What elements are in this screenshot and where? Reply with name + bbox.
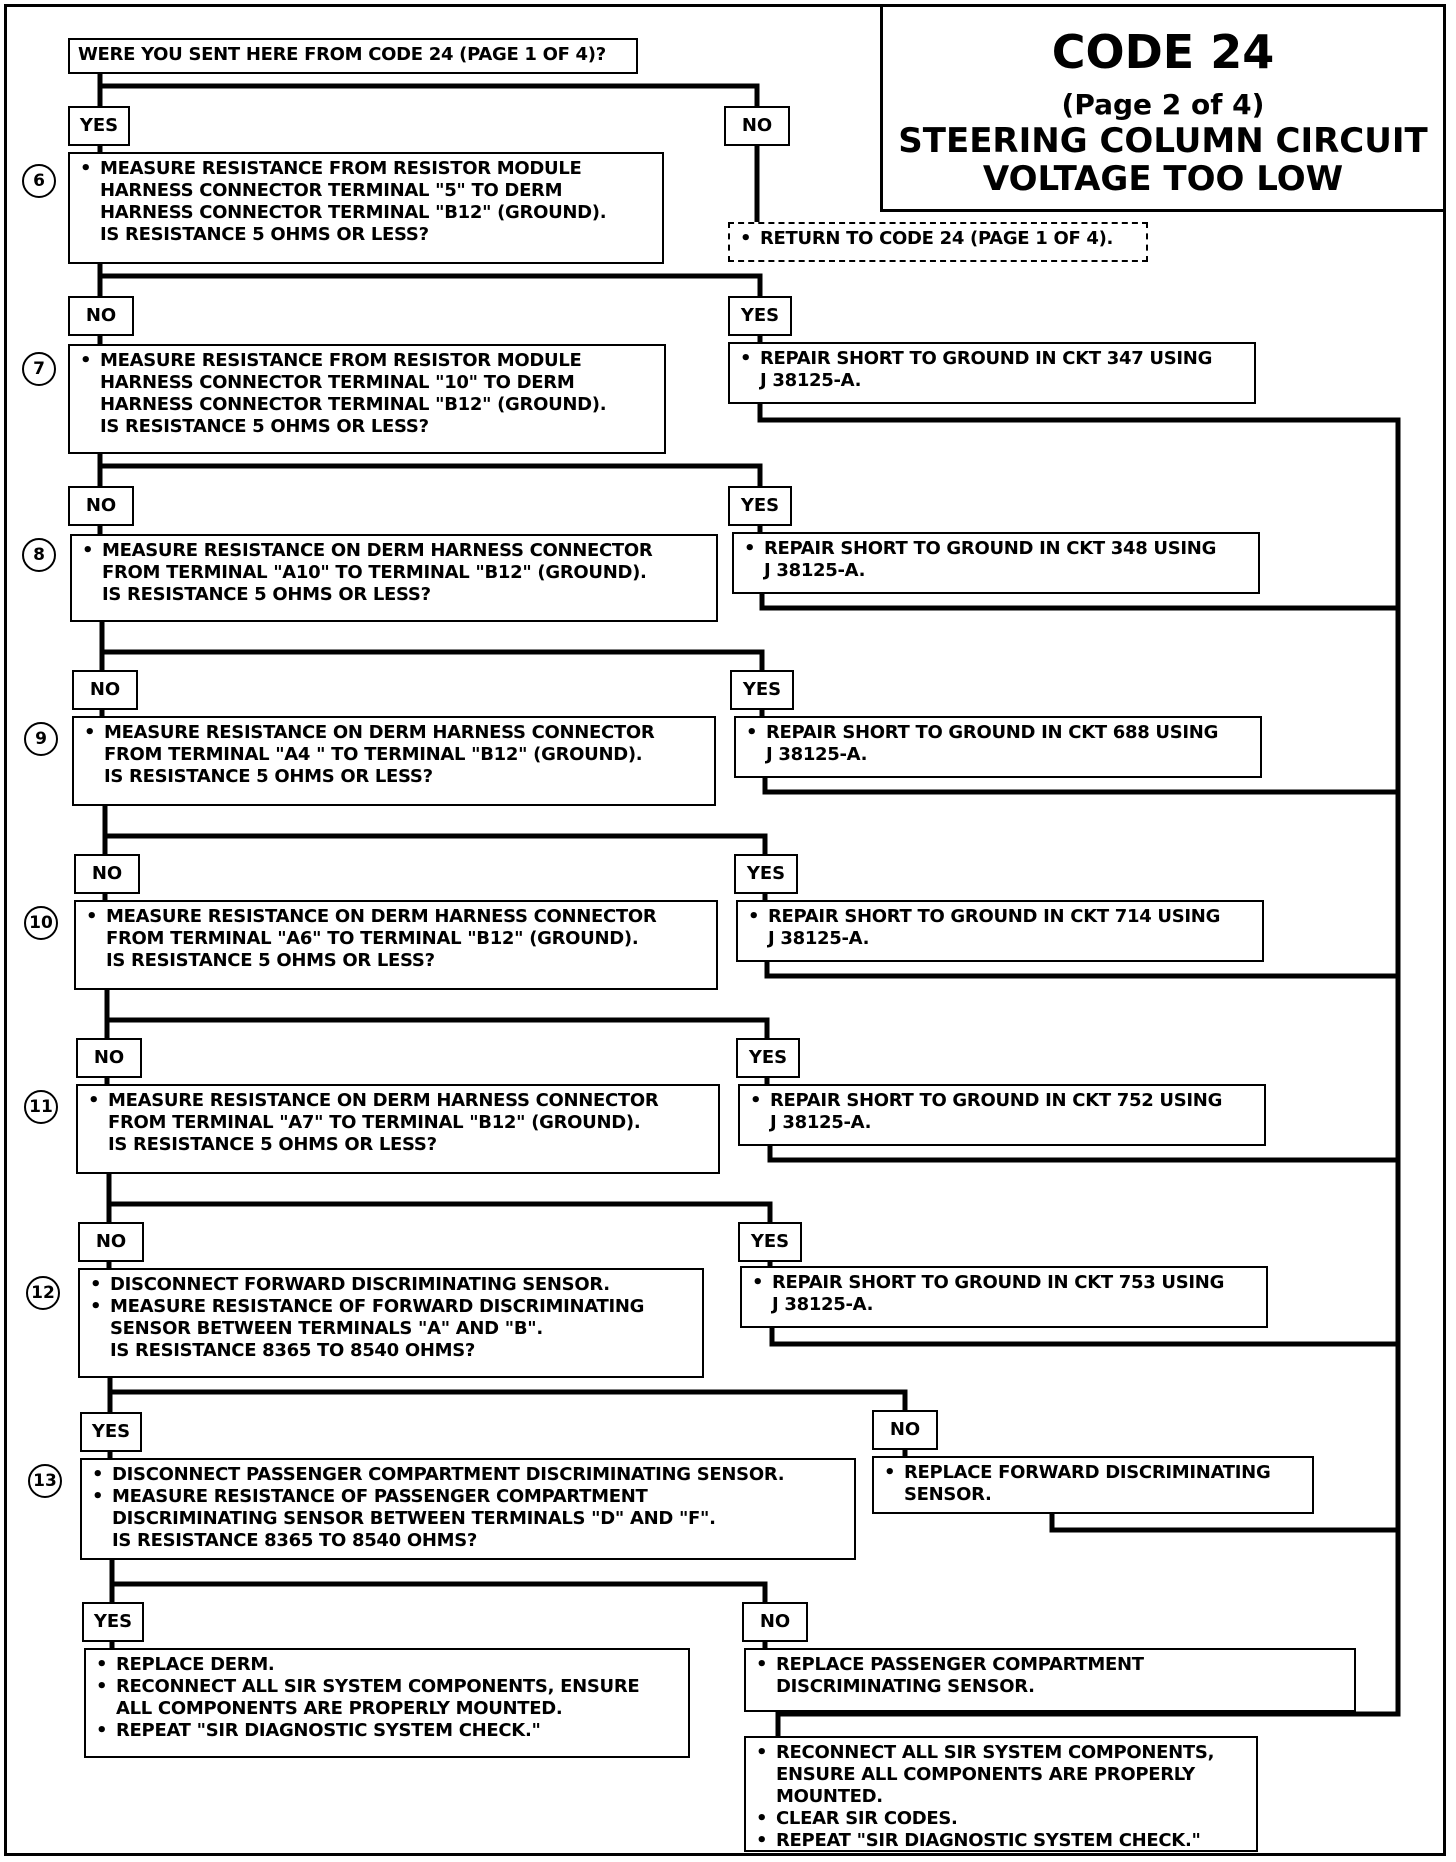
reconnect-bullet-1-line-1: • RECONNECT ALL SIR SYSTEM COMPONENTS, <box>754 1742 1248 1764</box>
step-12-bullet-2-line-2: SENSOR BETWEEN TERMINALS "A" AND "B". <box>110 1318 543 1339</box>
step-12-no-label: NO <box>872 1410 938 1450</box>
step-12-bullet-2-line-1: • MEASURE RESISTANCE OF FORWARD DISCRIMINATING <box>88 1296 694 1318</box>
step-8-yes-label: YES <box>730 670 794 710</box>
code-title: CODE 24 <box>1051 25 1275 79</box>
replace-derm-bullet-1: • REPLACE DERM. <box>94 1654 680 1676</box>
step-6-marker: 6 <box>22 164 56 198</box>
start-no-label: NO <box>724 106 790 146</box>
repair-ckt-714-line-2: J 38125-A. <box>768 928 870 949</box>
step-12-yes-label: YES <box>80 1412 142 1452</box>
step-6-line-3: HARNESS CONNECTOR TERMINAL "B12" (GROUND). <box>100 202 607 223</box>
step-9-marker: 9 <box>24 722 58 756</box>
step-13-bullet-2-line-2: DISCRIMINATING SENSOR BETWEEN TERMINALS "D" AND "F". <box>112 1508 716 1529</box>
repair-ckt-714-box <box>736 900 1264 962</box>
step-7-line-2: HARNESS CONNECTOR TERMINAL "10" TO DERM <box>100 372 575 393</box>
step-7-yes-label: YES <box>728 486 792 526</box>
repair-ckt-348-line-2: J 38125-A. <box>764 560 866 581</box>
step-7-box <box>68 344 666 454</box>
step-12-bullet-2-line-3: IS RESISTANCE 8365 TO 8540 OHMS? <box>110 1340 476 1361</box>
replace-forward-sensor-box <box>872 1456 1314 1514</box>
step-9-line-1: • MEASURE RESISTANCE ON DERM HARNESS CONNECTOR <box>82 722 706 744</box>
replace-forward-line-2: SENSOR. <box>904 1484 992 1505</box>
repair-ckt-348-box <box>732 532 1260 594</box>
repair-ckt-347-line-1: • REPAIR SHORT TO GROUND IN CKT 347 USING <box>738 348 1246 370</box>
step-6-line-4: IS RESISTANCE 5 OHMS OR LESS? <box>100 224 429 245</box>
replace-forward-line-1: • REPLACE FORWARD DISCRIMINATING <box>882 1462 1304 1484</box>
reconnect-bullet-2: • CLEAR SIR CODES. <box>754 1808 1248 1830</box>
replace-derm-box <box>84 1648 690 1758</box>
step-7-line-4: IS RESISTANCE 5 OHMS OR LESS? <box>100 416 429 437</box>
start-question-text: WERE YOU SENT HERE FROM CODE 24 (PAGE 1 OF 4)? <box>78 44 606 65</box>
step-6-no-label: NO <box>68 296 134 336</box>
step-13-no-label: NO <box>742 1602 808 1642</box>
step-9-line-3: IS RESISTANCE 5 OHMS OR LESS? <box>104 766 433 787</box>
replace-derm-bullet-3: • REPEAT "SIR DIAGNOSTIC SYSTEM CHECK." <box>94 1720 680 1742</box>
return-text: • RETURN TO CODE 24 (PAGE 1 OF 4). <box>738 228 1138 250</box>
replace-passenger-line-2: DISCRIMINATING SENSOR. <box>776 1676 1035 1697</box>
repair-ckt-753-line-2: J 38125-A. <box>772 1294 874 1315</box>
step-11-box <box>76 1084 720 1174</box>
repair-ckt-752-line-1: • REPAIR SHORT TO GROUND IN CKT 752 USING <box>748 1090 1256 1112</box>
step-11-yes-label: YES <box>738 1222 802 1262</box>
return-box <box>728 222 1148 262</box>
step-6-yes-label: YES <box>728 296 792 336</box>
step-6-line-1: • MEASURE RESISTANCE FROM RESISTOR MODULE <box>78 158 654 180</box>
repair-ckt-752-box <box>738 1084 1266 1146</box>
title-line-1: STEERING COLUMN CIRCUIT <box>898 121 1428 161</box>
step-10-line-2: FROM TERMINAL "A6" TO TERMINAL "B12" (GROUND). <box>106 928 639 949</box>
title-block <box>880 4 1443 212</box>
step-12-bullet-1: • DISCONNECT FORWARD DISCRIMINATING SENSOR. <box>88 1274 694 1296</box>
replace-passenger-line-1: • REPLACE PASSENGER COMPARTMENT <box>754 1654 1346 1676</box>
step-10-line-1: • MEASURE RESISTANCE ON DERM HARNESS CONNECTOR <box>84 906 708 928</box>
step-8-no-label: NO <box>72 670 138 710</box>
reconnect-bullet-1-line-2: ENSURE ALL COMPONENTS ARE PROPERLY <box>776 1764 1195 1785</box>
step-10-no-label: NO <box>76 1038 142 1078</box>
step-10-marker: 10 <box>24 906 58 940</box>
step-8-line-3: IS RESISTANCE 5 OHMS OR LESS? <box>102 584 431 605</box>
step-9-box <box>72 716 716 806</box>
step-9-no-label: NO <box>74 854 140 894</box>
step-11-line-1: • MEASURE RESISTANCE ON DERM HARNESS CONNECTOR <box>86 1090 710 1112</box>
repair-ckt-347-line-2: J 38125-A. <box>760 370 862 391</box>
replace-derm-bullet-2-line-1: • RECONNECT ALL SIR SYSTEM COMPONENTS, ENSURE <box>94 1676 680 1698</box>
reconnect-bullet-3: • REPEAT "SIR DIAGNOSTIC SYSTEM CHECK." <box>754 1830 1248 1852</box>
page-indicator: (Page 2 of 4) <box>1061 88 1265 121</box>
step-11-line-3: IS RESISTANCE 5 OHMS OR LESS? <box>108 1134 437 1155</box>
step-8-marker: 8 <box>22 538 56 572</box>
step-12-marker: 12 <box>26 1276 60 1310</box>
reconnect-bullet-1-line-3: MOUNTED. <box>776 1786 883 1807</box>
step-11-no-label: NO <box>78 1222 144 1262</box>
step-9-line-2: FROM TERMINAL "A4 " TO TERMINAL "B12" (GROUND). <box>104 744 643 765</box>
step-6-line-2: HARNESS CONNECTOR TERMINAL "5" TO DERM <box>100 180 563 201</box>
title-line-2: VOLTAGE TOO LOW <box>982 159 1344 199</box>
step-13-yes-label: YES <box>82 1602 144 1642</box>
step-8-box <box>70 534 718 622</box>
repair-ckt-688-line-1: • REPAIR SHORT TO GROUND IN CKT 688 USING <box>744 722 1252 744</box>
step-13-bullet-2-line-1: • MEASURE RESISTANCE OF PASSENGER COMPARTMENT <box>90 1486 846 1508</box>
step-8-line-1: • MEASURE RESISTANCE ON DERM HARNESS CONNECTOR <box>80 540 708 562</box>
start-question-box <box>68 38 638 74</box>
step-13-box <box>80 1458 856 1560</box>
repair-ckt-753-line-1: • REPAIR SHORT TO GROUND IN CKT 753 USING <box>750 1272 1258 1294</box>
reconnect-components-box <box>744 1736 1258 1852</box>
step-11-marker: 11 <box>24 1090 58 1124</box>
step-9-yes-label: YES <box>734 854 798 894</box>
replace-derm-bullet-2-line-2: ALL COMPONENTS ARE PROPERLY MOUNTED. <box>116 1698 563 1719</box>
repair-ckt-348-line-1: • REPAIR SHORT TO GROUND IN CKT 348 USING <box>742 538 1250 560</box>
repair-ckt-714-line-1: • REPAIR SHORT TO GROUND IN CKT 714 USING <box>746 906 1254 928</box>
step-8-line-2: FROM TERMINAL "A10" TO TERMINAL "B12" (GROUND). <box>102 562 647 583</box>
repair-ckt-753-box <box>740 1266 1268 1328</box>
step-7-line-3: HARNESS CONNECTOR TERMINAL "B12" (GROUND). <box>100 394 607 415</box>
step-6-box <box>68 152 664 264</box>
step-10-box <box>74 900 718 990</box>
repair-ckt-347-box <box>728 342 1256 404</box>
step-10-yes-label: YES <box>736 1038 800 1078</box>
step-7-marker: 7 <box>22 352 56 386</box>
step-7-line-1: • MEASURE RESISTANCE FROM RESISTOR MODULE <box>78 350 656 372</box>
step-10-line-3: IS RESISTANCE 5 OHMS OR LESS? <box>106 950 435 971</box>
replace-passenger-sensor-box <box>744 1648 1356 1712</box>
step-12-box <box>78 1268 704 1378</box>
step-13-marker: 13 <box>28 1464 62 1498</box>
repair-ckt-752-line-2: J 38125-A. <box>770 1112 872 1133</box>
repair-ckt-688-box <box>734 716 1262 778</box>
step-13-bullet-1: • DISCONNECT PASSENGER COMPARTMENT DISCRIMINATING SENSOR. <box>90 1464 846 1486</box>
start-yes-label: YES <box>68 106 130 146</box>
step-7-no-label: NO <box>68 486 134 526</box>
step-11-line-2: FROM TERMINAL "A7" TO TERMINAL "B12" (GROUND). <box>108 1112 641 1133</box>
repair-ckt-688-line-2: J 38125-A. <box>766 744 868 765</box>
step-13-bullet-2-line-3: IS RESISTANCE 8365 TO 8540 OHMS? <box>112 1530 478 1551</box>
